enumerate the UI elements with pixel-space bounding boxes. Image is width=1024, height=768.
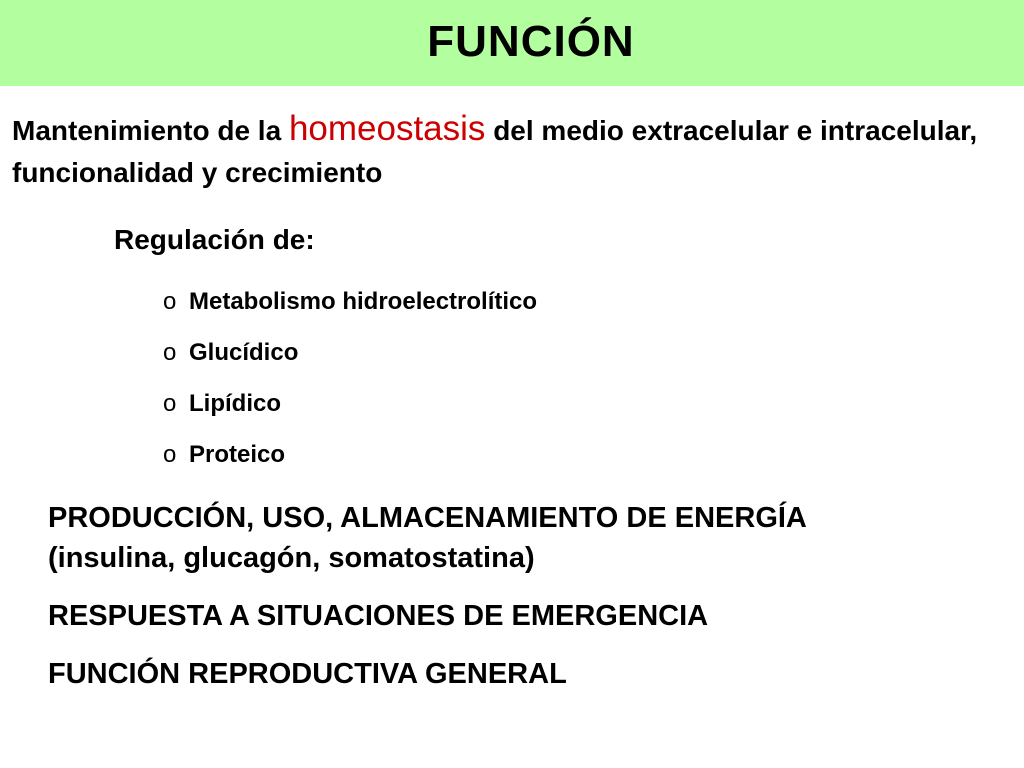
regulation-item-label: Metabolismo hidroelectrolítico <box>189 287 538 315</box>
function-item-reproductive <box>48 654 1008 694</box>
regulation-heading: Regulación de: <box>114 224 315 255</box>
intro-text-end: del medio extracelular e intracelular, funcionalidad y crecimiento <box>12 115 978 188</box>
function-item-emergency-title: RESPUESTA A SITUACIONES DE EMERGENCIA <box>48 600 709 632</box>
function-list <box>48 498 1008 712</box>
function-item-emergency <box>48 596 1008 636</box>
function-item-energy-hormones: (insulina, glucagón, somatostatina) <box>48 542 535 574</box>
regulation-item-label: Lipídico <box>189 389 281 417</box>
homeostasis-highlight: homeostasis <box>288 109 486 148</box>
function-item-energy-title: PRODUCCIÓN, USO, ALMACENAMIENTO DE ENERGÍA <box>48 502 807 534</box>
bullet-icon: o <box>163 287 177 315</box>
regulation-item-label: Glucídico <box>189 338 299 366</box>
function-item-energy <box>48 498 1008 578</box>
regulation-item-label: Proteico <box>189 440 286 468</box>
function-item-reproductive-title: FUNCIÓN REPRODUCTIVA GENERAL <box>48 658 567 690</box>
regulation-item <box>163 276 537 327</box>
bullet-icon: o <box>163 338 177 366</box>
regulation-list <box>163 276 537 480</box>
slide-title: FUNCIÓN <box>427 17 635 66</box>
bullet-icon: o <box>163 389 177 417</box>
regulation-item <box>163 378 537 429</box>
intro-text-start: Mantenimiento de la <box>12 115 289 146</box>
intro-paragraph <box>12 108 1012 194</box>
regulation-item <box>163 429 537 480</box>
regulation-item <box>163 327 537 378</box>
bullet-icon: o <box>163 440 177 468</box>
